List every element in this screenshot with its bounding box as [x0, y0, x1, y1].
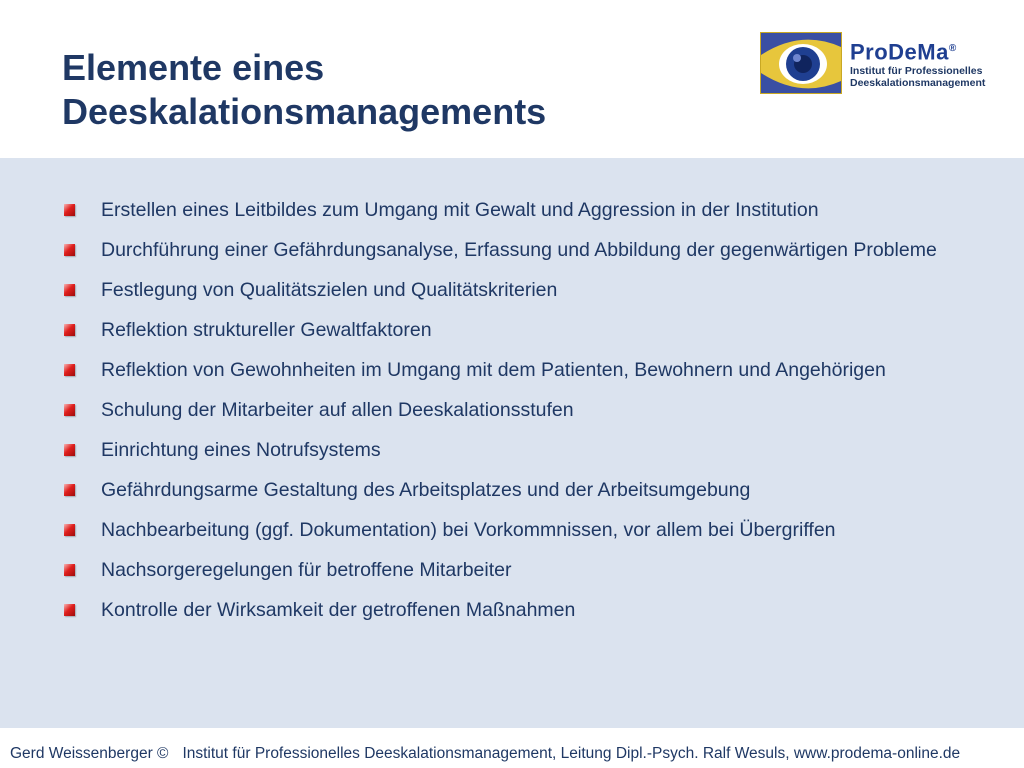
bullet-item: Reflektion struktureller Gewaltfaktoren [62, 316, 962, 344]
logo-subtitle-line-2: Deeskalationsmanagement [850, 76, 986, 89]
bullet-item: Nachbearbeitung (ggf. Dokumentation) bei Vorkommnissen, vor allem bei Übergriffen [62, 516, 962, 544]
bullet-item: Durchführung einer Gefährdungsanalyse, Erfassung und Abbildung der gegenwärtigen Probleme [62, 236, 962, 264]
slide-footer [0, 740, 1024, 768]
bullet-square-icon [64, 284, 75, 296]
bullet-item: Festlegung von Qualitätszielen und Qualitätskriterien [62, 276, 962, 304]
bullet-item: Gefährdungsarme Gestaltung des Arbeitsplatzes und der Arbeitsumgebung [62, 476, 962, 504]
slide-title [62, 46, 742, 134]
prodema-logo [760, 30, 1000, 96]
eye-logo-icon [760, 32, 842, 94]
bullet-square-icon [64, 404, 75, 416]
logo-subtitle-line-1: Institut für Professionelles [850, 64, 983, 77]
bullet-square-icon [64, 604, 75, 616]
logo-text [850, 37, 985, 88]
bullet-item: Nachsorgeregelungen für betroffene Mitarbeiter [62, 556, 962, 584]
bullet-item: Kontrolle der Wirksamkeit der getroffenen Maßnahmen [62, 596, 962, 624]
bullet-square-icon [64, 364, 75, 376]
bullet-square-icon [64, 244, 75, 256]
bullet-square-icon [64, 324, 75, 336]
logo-brand: ProDeMa® [850, 39, 957, 65]
content-panel [0, 158, 1024, 728]
bullet-square-icon [64, 524, 75, 536]
footer-institute: Institut für Professionelles Deeskalationsmanagement, Leitung Dipl.-Psych. Ralf Wesuls, www.prodema-online.de [182, 745, 961, 762]
bullet-list [62, 196, 962, 636]
bullet-item: Erstellen eines Leitbildes zum Umgang mit Gewalt und Aggression in der Institution [62, 196, 962, 224]
bullet-item: Einrichtung eines Notrufsystems [62, 436, 962, 464]
footer-author: Gerd Weissenberger © [10, 745, 169, 762]
bullet-square-icon [64, 444, 75, 456]
bullet-square-icon [64, 484, 75, 496]
bullet-square-icon [64, 204, 75, 216]
bullet-item: Reflektion von Gewohnheiten im Umgang mit dem Patienten, Bewohnern und Angehörigen [62, 356, 962, 384]
bullet-item: Schulung der Mitarbeiter auf allen Deeskalationsstufen [62, 396, 962, 424]
slide-title-line-2: Deeskalationsmanagements [62, 91, 547, 132]
slide-title-line-1: Elemente eines [62, 47, 325, 88]
bullet-square-icon [64, 564, 75, 576]
